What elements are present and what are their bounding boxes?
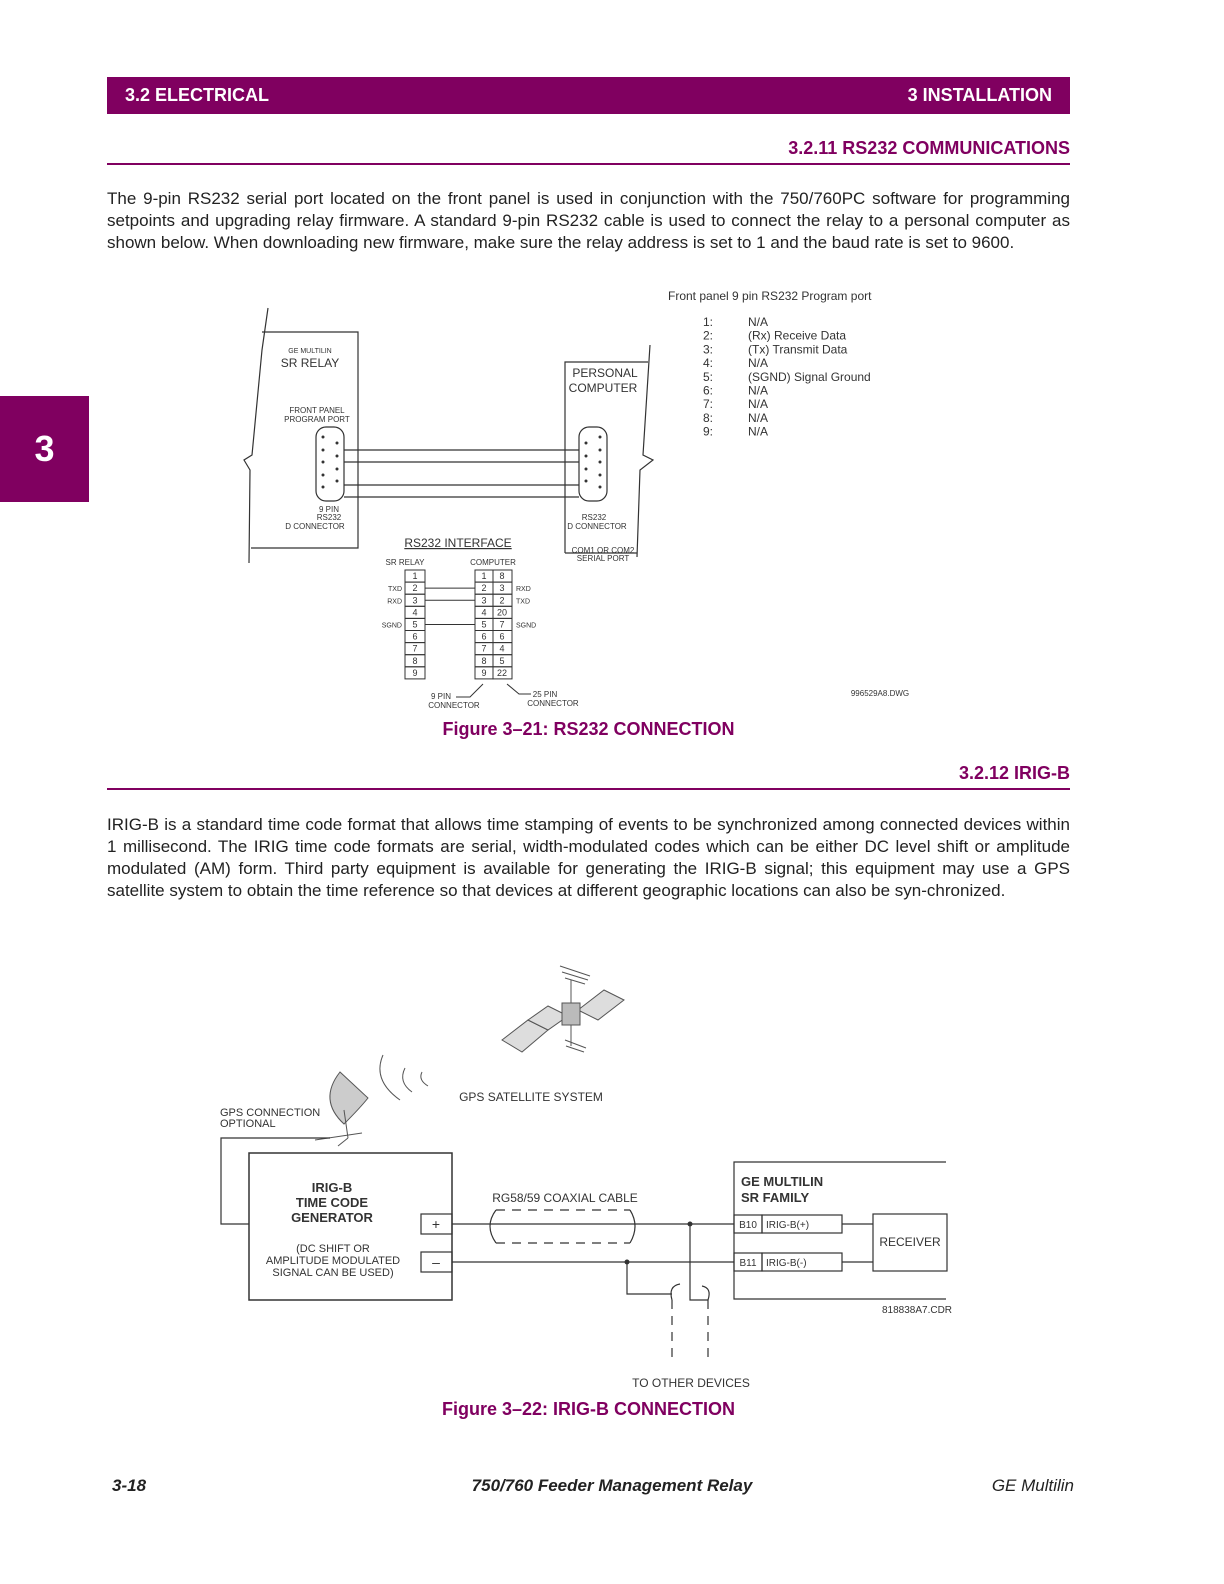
gps-connection-line1: GPS CONNECTION [220, 1107, 321, 1119]
relay-port-line1: FRONT PANEL [289, 406, 345, 415]
relay-pin: 1 [412, 571, 418, 582]
pinout-desc: (SGND) Signal Ground [748, 369, 871, 384]
pc-pin-label: SGND [516, 622, 537, 630]
pinout-title: Front panel 9 pin RS232 Program port [668, 289, 872, 303]
relay-port-line2: PROGRAM PORT [284, 415, 350, 424]
pc-pin-label: TXD [516, 598, 530, 606]
relay-pin: 9 [412, 667, 418, 678]
pc-line2: COMPUTER [568, 381, 638, 395]
pinout-desc: N/A [748, 397, 769, 412]
relay-brand: GE MULTILIN [288, 348, 332, 355]
relay-pin: 8 [412, 655, 418, 666]
pinout-desc: N/A [748, 424, 769, 439]
gps-dish-icon [315, 1072, 368, 1146]
chapter-tab: 3 [0, 396, 89, 502]
pc9-pin: 5 [481, 619, 487, 630]
label-9pin-line2: CONNECTOR [428, 701, 480, 710]
pinout-pin: 4: [703, 356, 714, 371]
relay-family-line1: GE MULTILIN [741, 1174, 824, 1189]
interface-title: RS232 INTERFACE [404, 536, 512, 550]
generator-note-line3: SIGNAL CAN BE USED) [272, 1267, 394, 1279]
drawing-number-2: 818838A7.CDR [881, 1305, 953, 1316]
terminal-b11-label: IRIG-B(-) [766, 1258, 807, 1269]
label-25pin-line2: CONNECTOR [527, 699, 579, 708]
generator-line3: GENERATOR [291, 1210, 373, 1225]
figure-caption-irigb: Figure 3–22: IRIG-B CONNECTION [441, 1399, 736, 1419]
header-chapter: 3 INSTALLATION [907, 85, 1052, 105]
footer-brand: GE Multilin [991, 1476, 1074, 1495]
relay-pin: 6 [412, 631, 418, 642]
relay-pin: 2 [412, 583, 418, 594]
pc25-pin: 20 [496, 607, 508, 618]
pc-port-line1: COM1 OR COM2 [571, 546, 635, 555]
pinout-pin: 7: [703, 397, 714, 412]
pc25-pin: 4 [499, 643, 505, 654]
pinout-pin: 1: [703, 315, 714, 329]
pinout-pin: 5: [703, 369, 714, 384]
section-title-irigb: 3.2.12 IRIG-B [107, 763, 1070, 790]
pc9-pin: 6 [481, 631, 487, 642]
page-header [107, 77, 1070, 114]
pinout-desc: N/A [748, 410, 769, 425]
pinout-desc: N/A [748, 356, 769, 371]
relay-conn-line3: D CONNECTOR [285, 522, 345, 531]
cable-label: RG58/59 COAXIAL CABLE [492, 1191, 638, 1205]
pinout-desc: (Rx) Receive Data [748, 328, 847, 343]
relay-pin-label: SGND [381, 622, 402, 630]
plus-terminal: + [431, 1216, 441, 1232]
label-9pin-line1: 9 PIN [430, 692, 452, 701]
gps-satellite-label: GPS SATELLITE SYSTEM [459, 1090, 603, 1104]
relay-pin: 7 [412, 643, 418, 654]
pinout-pin: 3: [703, 342, 714, 357]
pc9-pin: 4 [481, 607, 487, 618]
pc-conn-line1: RS232 [581, 513, 607, 522]
pinout-pin: 8: [703, 410, 714, 425]
generator-note-line2: AMPLITUDE MODULATED [265, 1255, 401, 1267]
pc9-pin: 8 [481, 655, 487, 666]
terminal-b10: B10 [739, 1220, 757, 1231]
pinout-desc: N/A [748, 383, 769, 398]
section-title-rs232: 3.2.11 RS232 COMMUNICATIONS [107, 138, 1070, 165]
pinout-pin: 6: [703, 383, 714, 398]
pc25-pin: 22 [496, 667, 508, 678]
pc9-pin: 3 [481, 595, 487, 606]
drawing-number-1: 996529A8.DWG [850, 689, 910, 698]
relay-family-line2: SR FAMILY [741, 1190, 810, 1205]
pc9-pin: 1 [481, 571, 487, 582]
interface-left-header: SR RELAY [385, 558, 425, 567]
footer-title: 750/760 Feeder Management Relay [471, 1476, 753, 1495]
pc-port-line2: SERIAL PORT [576, 554, 630, 563]
pc-conn-line2: D CONNECTOR [567, 522, 627, 531]
pc-line1: PERSONAL [572, 366, 638, 380]
generator-note-line1: (DC SHIFT OR [296, 1243, 370, 1255]
pc25-pin: 5 [499, 655, 505, 666]
receiver-label: RECEIVER [879, 1235, 941, 1249]
header-section: 3.2 ELECTRICAL [125, 85, 270, 105]
pc25-pin: 6 [499, 631, 505, 642]
pinout-desc: (Tx) Transmit Data [748, 342, 848, 357]
pc25-pin: 3 [499, 583, 505, 594]
pinout-desc: N/A [748, 315, 769, 329]
terminal-b10-label: IRIG-B(+) [766, 1220, 810, 1231]
relay-conn-line1: 9 PIN [318, 505, 340, 514]
pinout-list [703, 315, 871, 439]
gps-connection-line2: OPTIONAL [220, 1118, 276, 1130]
figure-caption-rs232: Figure 3–21: RS232 CONNECTION [442, 719, 735, 739]
satellite-icon [502, 966, 624, 1052]
pc9-pin: 9 [481, 667, 487, 678]
pc25-pin: 2 [499, 595, 505, 606]
label-25pin-line1: 25 PIN [532, 690, 558, 699]
pc-pin-label: RXD [516, 586, 531, 594]
pinout-pin: 9: [703, 424, 714, 439]
minus-terminal: – [432, 1254, 440, 1270]
relay-pin-label: RXD [387, 598, 402, 606]
relay-pin: 4 [412, 607, 418, 618]
footer-page-number: 3-18 [112, 1476, 147, 1495]
pinout-pin: 2: [703, 328, 714, 343]
irigb-diagram [0, 950, 1224, 1395]
relay-pin: 5 [412, 619, 418, 630]
other-devices-label: TO OTHER DEVICES [632, 1376, 750, 1390]
generator-line2: TIME CODE [295, 1195, 369, 1210]
generator-line1: IRIG-B [311, 1180, 353, 1195]
pc9-pin: 2 [481, 583, 487, 594]
interface-table [382, 570, 536, 679]
relay-conn-line2: RS232 [316, 513, 342, 522]
pc25-pin: 8 [499, 571, 505, 582]
relay-pin-label: TXD [388, 586, 402, 594]
interface-right-header: COMPUTER [470, 558, 516, 567]
irigb-paragraph: IRIG-B is a standard time code format that allows time stamping of events to be synchronized among connected devices within 1 millisecond. The IRIG time code formats are serial, width-modulated codes which can be either DC level shift or amplitude modulated (AM) form. Third party equipment is available for generating the IRIG-B signal; this equipment may use a GPS satellite system to obtain the time reference so that devices at different geographic locations can also be syn-chronized. [107, 815, 1070, 900]
terminal-b11: B11 [739, 1258, 757, 1269]
pc9-pin: 7 [481, 643, 487, 654]
rs232-paragraph: The 9-pin RS232 serial port located on the front panel is used in conjunction with the 750/760PC software for programming setpoints and upgrading relay firmware. A standard 9-pin RS232 cable is used to connect the relay to a personal computer as shown below. When downloading new firmware, make sure the relay address is set to 1 and the baud rate is set to 9600. [107, 189, 1070, 252]
pc25-pin: 7 [499, 619, 505, 630]
rs232-diagram [0, 280, 1224, 720]
relay-pin: 3 [412, 595, 418, 606]
relay-name: SR RELAY [280, 356, 340, 370]
